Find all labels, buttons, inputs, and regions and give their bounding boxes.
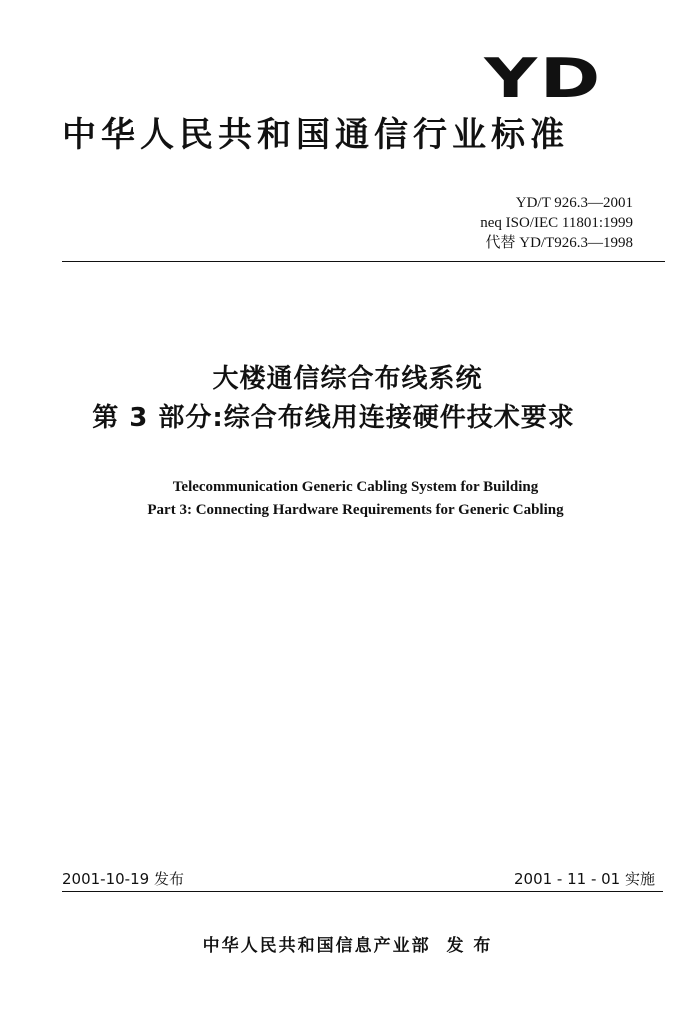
header-divider: [62, 261, 665, 262]
publisher: 中华人民共和国信息产业部 发 布: [202, 936, 493, 956]
chinese-title-line-1: 大楼通信综合布线系统: [212, 364, 483, 394]
english-title-line-2: Part 3: Connecting Hardware Requirements for Generic Cabling: [147, 502, 564, 518]
standard-number: YD/T 926.3—2001: [515, 195, 633, 211]
effective-date: 2001 - 11 - 01 实施: [513, 870, 655, 888]
chinese-title-line-2: 第 3 部分:综合布线用连接硬件技术要求: [92, 403, 575, 433]
yd-logo: YD: [484, 47, 603, 110]
issue-date: 2001-10-19 发布: [62, 870, 184, 888]
english-title-line-1: Telecommunication Generic Cabling System for Building: [172, 479, 539, 495]
standard-codes: [480, 193, 633, 253]
replaces-reference: 代替 YD/T926.3—1998: [485, 235, 633, 251]
standard-category-title: 中华人民共和国通信行业标准: [62, 115, 569, 155]
footer-divider: [62, 891, 663, 892]
equivalence-reference: neq ISO/IEC 11801:1999: [480, 215, 633, 231]
